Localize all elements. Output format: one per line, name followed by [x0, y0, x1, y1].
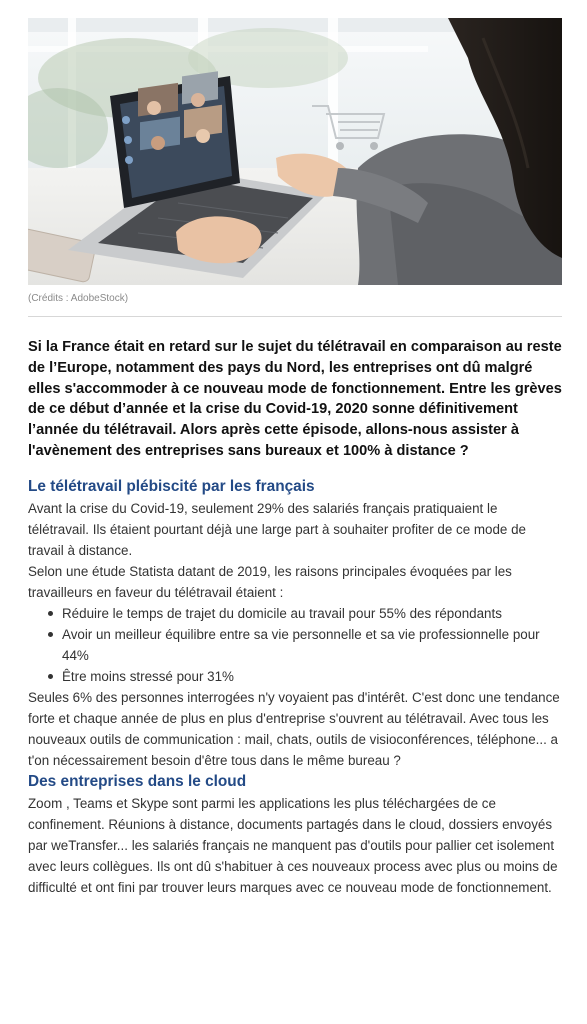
list-item [62, 603, 562, 624]
section-heading-cloud: Des entreprises dans le cloud [28, 773, 247, 791]
bullet-icon [48, 611, 53, 616]
image-caption: (Crédits : AdobeStock) [28, 293, 129, 304]
list-item [62, 666, 562, 687]
divider [28, 316, 562, 317]
bullet-icon [48, 674, 53, 679]
section-heading-teletravail: Le télétravail plébiscité par les français [28, 478, 315, 496]
list-item-text: Avoir un meilleur équilibre entre sa vie personnelle et sa vie professionnelle pour 44% [62, 627, 540, 664]
hero-image [28, 18, 562, 285]
paragraph: Seules 6% des personnes interrogées n'y voyaient pas d'intérêt. C'est donc une tendance forte et chaque année de plus en plus d'entreprise s'ouvrent au télétravail. Avec tous les nouveaux outils de communication : mail, chats, outils de visioconférences, téléphone... a t'on nécessairement besoin d'être tous dans le même bureau ? [28, 690, 560, 769]
article [28, 18, 562, 898]
paragraph: Selon une étude Statista datant de 2019, les raisons principales évoquées par les travailleurs en faveur du télétravail étaient : [28, 564, 512, 601]
article-lead: Si la France était en retard sur le sujet du télétravail en comparaison au reste de l’Europe, notamment des pays du Nord, les entreprises ont dû malgré elles s'accommoder à ce nouveau mode de fonctionnement. Entre les grèves de ce début d’année et la crise du Covid-19, 2020 sonne définitivement l’année du télétravail. Alors après cette épisode, allons-nous assister à l'avènement des entreprises sans bureaux et 100% à distance ? [28, 339, 562, 459]
list-item-text: Être moins stressé pour 31% [62, 669, 234, 685]
list-item [62, 624, 562, 666]
list-item-text: Réduire le temps de trajet du domicile au travail pour 55% des répondants [62, 606, 502, 622]
reasons-list [28, 603, 562, 687]
paragraph: Avant la crise du Covid-19, seulement 29% des salariés français pratiquaient le télétravail. Ils étaient pourtant déjà une large part à souhaiter profiter de ce mode de travail à distance. [28, 501, 526, 559]
bullet-icon [48, 632, 53, 637]
paragraph: Zoom , Teams et Skype sont parmi les applications les plus téléchargées de ce confinement. Réunions à distance, documents partagés dans le cloud, dossiers envoyés par weTransfer... les salariés français ne manquent pas d'outils pour pallier cet isolement avec leurs collègues. Ils ont dû s'habituer à ces nouveaux process avec plus ou moins de difficulté et ont fini par trouver leurs marques avec ce nouveau mode de fonctionnement. [28, 796, 558, 896]
video-call-illustration [28, 18, 562, 285]
